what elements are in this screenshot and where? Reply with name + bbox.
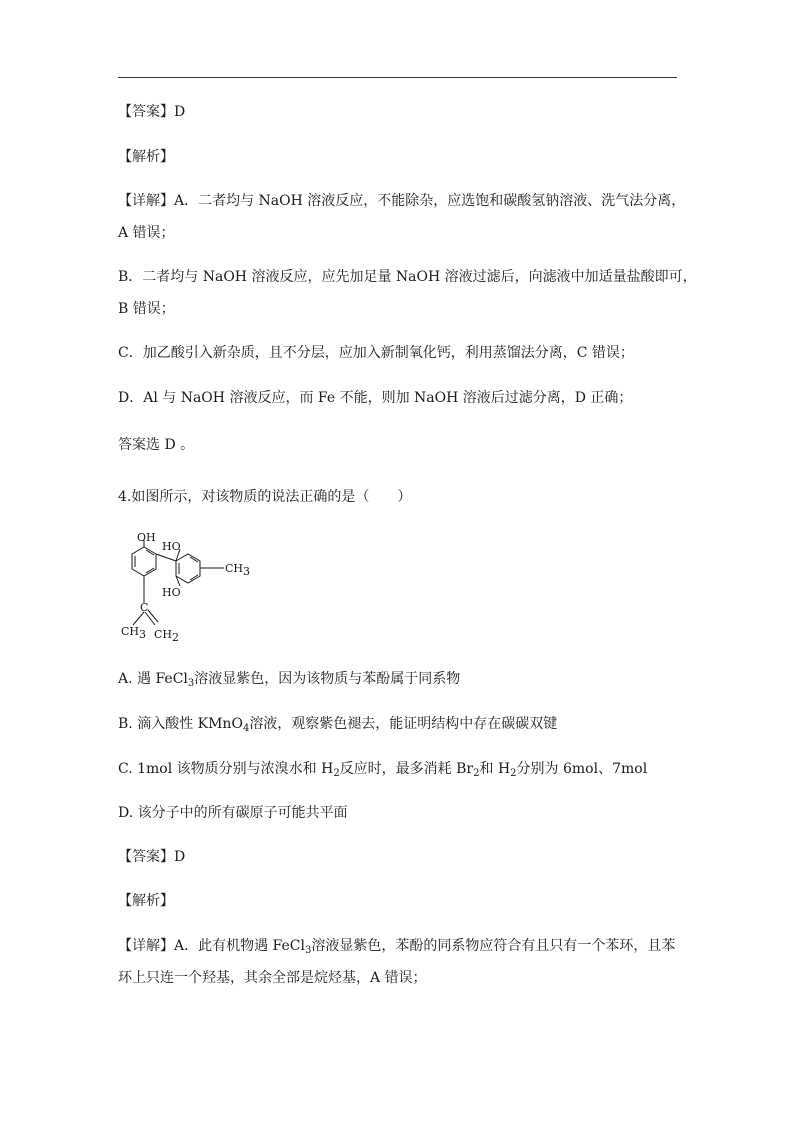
q4-detail-line2: 环上只连一个羟基，其余全部是烷烃基，A 错误； [118,970,427,986]
q4-option-a: A. 遇 FeCl$_3$溶液显紫色，因为该物质与苯酚属于同系物 [118,671,461,689]
q4-stem: 4.如图所示，对该物质的说法正确的是（ ） [118,489,412,505]
q3-option-b-line2: B 错误； [118,301,175,317]
label-ch2-bottom: CH2 [154,628,180,644]
q3-option-c: C．加乙酸引入新杂质，且不分层，应加入新制氧化钙，利用蒸馏法分离，C 错误； [118,345,634,361]
q4-option-d: D. 该分子中的所有碳原子可能共平面 [118,805,348,821]
q3-answer: 【答案】D [118,104,186,120]
label-c: C [140,601,149,614]
q3-option-b-line1: B．二者均与 NaOH 溶液反应，应先加足量 NaOH 溶液过滤后，向滤液中加适量盐酸即可， [118,269,697,285]
q4-answer: 【答案】D [118,849,186,865]
q3-detail-a-line1: 【详解】A．二者均与 NaOH 溶液反应，不能除杂，应选饱和碳酸氢钠溶液、洗气法分离， [118,193,686,209]
q3-option-d: D．Al 与 NaOH 溶液反应，而 Fe 不能，则加 NaOH 溶液后过滤分离，D 正确； [118,390,633,406]
label-oh-top: OH [137,531,156,544]
header-rule [118,77,677,78]
q3-conclusion: 答案选 D 。 [118,437,195,453]
left-benzene-ring [132,547,156,576]
right-benzene-ring [176,554,200,583]
label-ch3-right: CH3 [225,562,251,578]
q4-analysis-heading: 【解析】 [118,893,174,909]
q3-analysis-heading: 【解析】 [118,149,174,165]
q4-detail-line1: 【详解】A．此有机物遇 FeCl$_3$溶液显紫色，苯酚的同系物应符合有且只有一个苯环，且苯 [118,938,676,956]
label-ho-upper: HO [162,540,181,553]
q4-option-c: C. 1mol 该物质分别与浓溴水和 $H_2$反应时，最多消耗 $Br_2$和 $H_2$分别为 6mol、7mol [118,761,648,779]
q3-detail-a-line2: A 错误； [118,225,175,241]
molecule-structure [118,528,268,648]
label-ch3-bottom: CH3 [121,625,147,641]
label-ho-lower: HO [162,586,181,599]
q4-option-b: B. 滴入酸性 KMnO$_4$溶液，观察紫色褪去，能证明结构中存在碳碳双键 [118,716,558,734]
